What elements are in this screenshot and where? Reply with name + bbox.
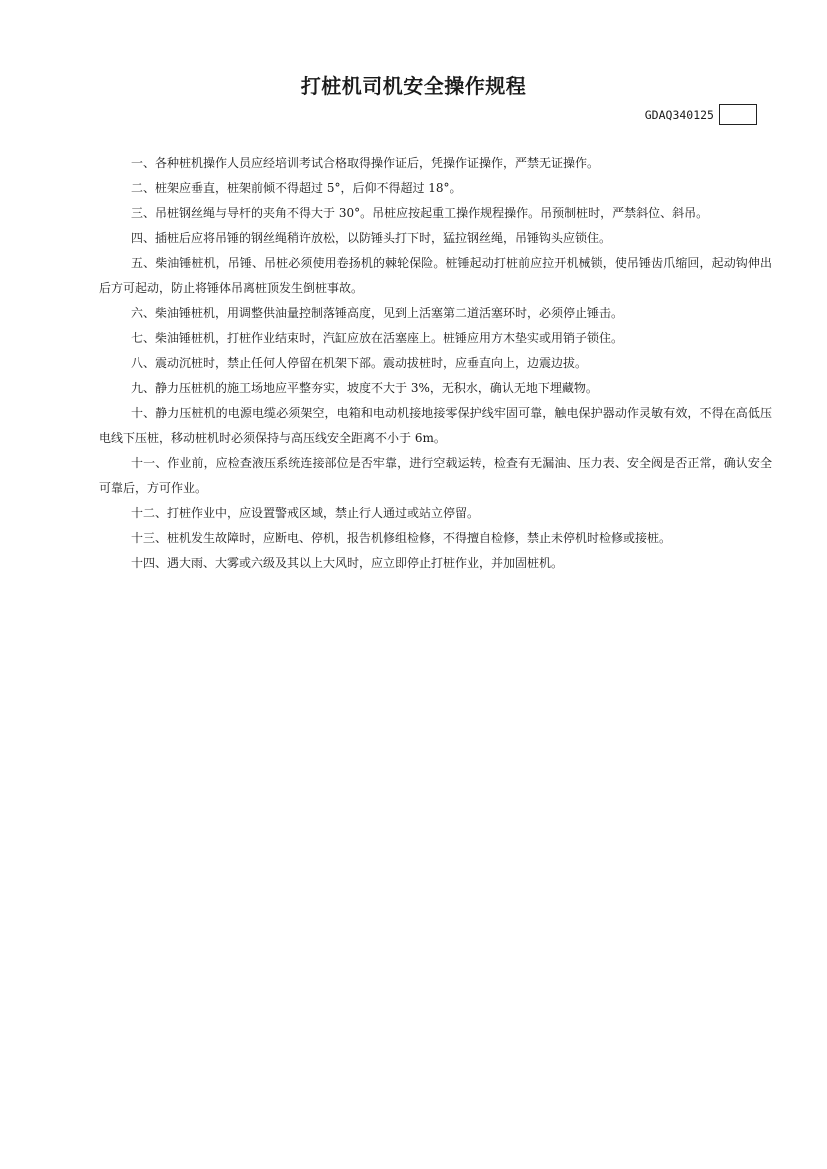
document-title: 打桩机司机安全操作规程 bbox=[300, 74, 527, 98]
regulation-item-1: 一、各种桩机操作人员应经培训考试合格取得操作证后，凭操作证操作，严禁无证操作。 bbox=[131, 156, 600, 170]
regulation-item-10: 十、静力压桩机的电源电缆必须架空，电箱和电动机接地接零保护线牢固可靠，触电保护器动作灵敏有效，不得在高低压电线下压桩，移动桩机时必须保持与高压线安全距离不小于 6m。 bbox=[99, 406, 772, 445]
regulation-item-12: 十二、打桩作业中，应设置警戒区域，禁止行人通过或站立停留。 bbox=[131, 506, 480, 520]
regulation-item-3: 三、吊桩钢丝绳与导杆的夹角不得大于 30°。吊桩应按起重工操作规程操作。吊预制桩时，严禁斜位、斜吊。 bbox=[131, 206, 709, 220]
regulation-item-11: 十一、作业前，应检查液压系统连接部位是否牢靠，进行空载运转，检查有无漏油、压力表、安全阀是否正常，确认安全可靠后，方可作业。 bbox=[99, 456, 772, 495]
regulation-item-2: 二、桩架应垂直，桩架前倾不得超过 5°，后仰不得超过 18°。 bbox=[131, 181, 462, 195]
regulation-item-13: 十三、桩机发生故障时，应断电、停机，报告机修组检修，不得擅自检修，禁止未停机时检修或接桩。 bbox=[131, 531, 672, 545]
document-code-row bbox=[645, 104, 757, 125]
regulation-item-8: 八、震动沉桩时，禁止任何人停留在机架下部。震动拔桩时，应垂直向上，边震边拔。 bbox=[131, 356, 588, 370]
regulation-body bbox=[99, 151, 772, 576]
regulation-item-6: 六、柴油锤桩机，用调整供油量控制落锤高度，见到上活塞第二道活塞环时，必须停止锤击。 bbox=[131, 306, 624, 320]
document-code-box bbox=[719, 104, 757, 125]
regulation-item-4: 四、插桩后应将吊锤的钢丝绳稍许放松，以防锤头打下时，猛拉钢丝绳，吊锤钩头应锁住。 bbox=[131, 231, 612, 245]
document-code: GDAQ340125 bbox=[644, 107, 714, 122]
regulation-item-7: 七、柴油锤桩机，打桩作业结束时，汽缸应放在活塞座上。桩锤应用方木垫实或用销子锁住。 bbox=[131, 331, 624, 345]
regulation-item-14: 十四、遇大雨、大雾或六级及其以上大风时，应立即停止打桩作业，并加固桩机。 bbox=[131, 556, 564, 570]
regulation-item-9: 九、静力压桩机的施工场地应平整夯实，坡度不大于 3%，无积水，确认无地下埋藏物。 bbox=[131, 381, 598, 395]
regulation-item-5: 五、柴油锤桩机，吊锤、吊桩必须使用卷扬机的棘轮保险。桩锤起动打桩前应拉开机械锁，使吊锤齿爪缩回，起动钩伸出后方可起动，防止将锤体吊离桩顶发生倒桩事故。 bbox=[99, 256, 772, 295]
